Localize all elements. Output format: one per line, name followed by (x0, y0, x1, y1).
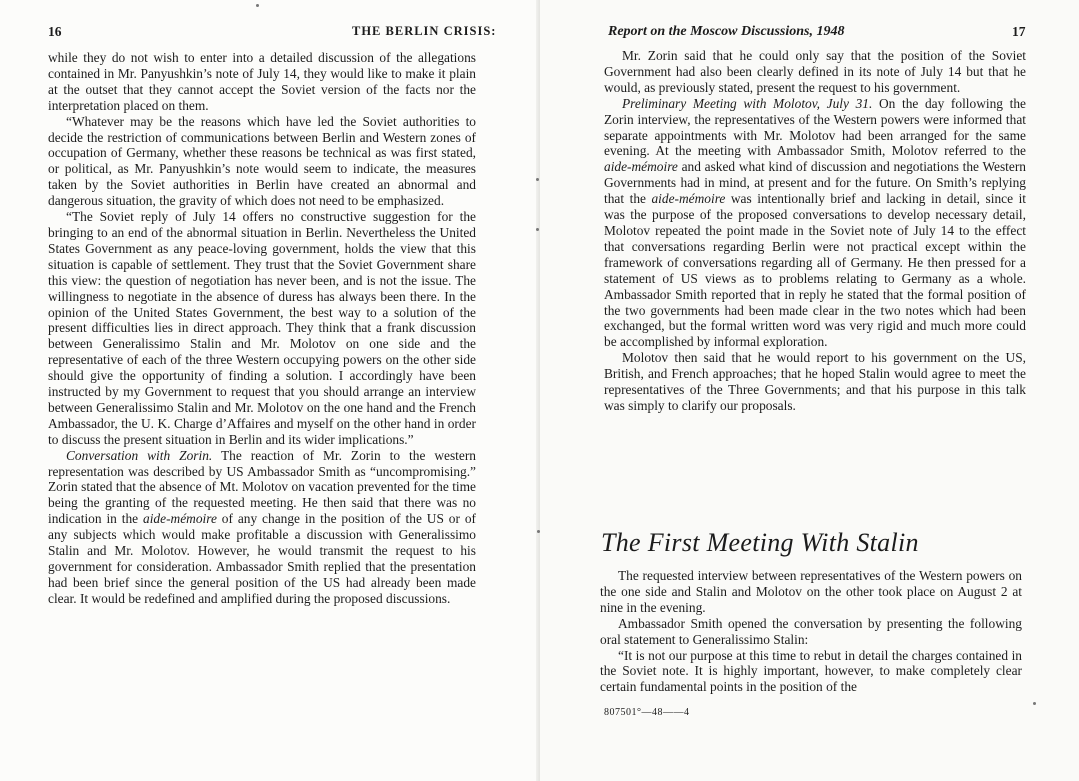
paragraph-conversation-with-zorin (48, 448, 476, 607)
paragraph: “Whatever may be the reasons which have led the Soviet authorities to decide the restriction of communications between Berlin and Western zones of occupation of Germany, whether these reasons be technical as was first stated, or political, as Mr. Panyushkin’s note would seem to indicate, the measures taken by the Soviet authorities in Berlin have created an abnormal and dangerous situation, the gravity of which does not need to be emphasized. (48, 113, 476, 209)
paragraph: “The Soviet reply of July 14 offers no constructive suggestion for the bringing to an end of the abnormal situation in Berlin. Nevertheless the United States Government as any peace-loving government, holds the view that this situation is capable of settlement. They trust that the Soviet Government share this view: the question of negotiation has never been, and is not the issue. The willingness to negotiate in the absence of duress has always been there. In the opinion of the United States Government, the best way to a solution of the present difficulties lies in direct approach. They think that a frank discussion between Generalissimo Stalin and Mr. Molotov on one side and the representative of each of the three Western occupying powers on the other side should give the opportunity of finding a solution. I accordingly have been instructed by my Government to request that you should arrange an interview between Generalissimo Stalin and Mr. Molotov on the one hand and the French Ambassador, the U. K. Charge d’Affaires and myself on the other hand in order to discuss the present situation in Berlin and its wider implications.” (48, 209, 476, 447)
italic-term: aide-mémoire (143, 511, 217, 527)
print-speck (536, 228, 539, 231)
running-head-left: THE BERLIN CRISIS: (352, 24, 497, 38)
paragraph: Molotov then said that he would report to his government on the US, British, and French approaches; that he hoped Stalin would agree to meet the representatives of the Three Governments; and that his purpose in this talk was simply to clarify our proposals. (604, 350, 1026, 413)
italic-term: aide-mémoire (604, 159, 678, 175)
print-speck (256, 4, 259, 7)
paragraph: Ambassador Smith opened the conversation by presenting the following oral statement to Generalissimo Stalin: (600, 615, 1022, 647)
print-speck (1033, 702, 1036, 705)
paragraph: The requested interview between representatives of the Western powers on the one side and Stalin and Molotov on the other took place on August 2 at nine in the evening. (600, 568, 1022, 615)
run-in-heading: Preliminary Meeting with Molotov, July 31. (622, 95, 873, 111)
paragraph: while they do not wish to enter into a detailed discussion of the allegations contained in Mr. Panyushkin’s note of July 14, they would like to make it plain at the outset that they cannot accept the Soviet version of the facts nor the interpretation placed on them. (48, 50, 476, 113)
paragraph: Mr. Zorin said that he could only say that the position of the Soviet Government had also been clearly defined in its note of July 14 but that he would, as previously stated, present the request to his government. (604, 48, 1026, 95)
paragraph-text: On the day following the Zorin interview, the representatives of the Western powers were informed that separate appointments with Mr. Molotov had been arranged for the same evening. At the meeting with Ambassador Smith, Molotov referred to the (604, 95, 1026, 159)
paragraph-text: of any change in the position of the US or of any subjects which would make profitable a discussion with Generalissimo Stalin and Mr. Molotov. However, he would transmit the request to his government for consideration. Ambassador Smith replied that the presentation had been brief since the general position of the US had already been made clear. It would be redefined and amplified during the proposed discussions. (48, 511, 476, 606)
run-in-heading: Conversation with Zorin. (66, 447, 213, 463)
paragraph-text: and asked what kind of discussion and negotiations the Western Governments had in mind, at present and for the future. On Smith’s replying that the (604, 159, 1026, 207)
left-text-column (48, 50, 476, 607)
page-number-right: 17 (1012, 24, 1026, 39)
paragraph-text: was intentionally brief and lacking in detail, since it was the purpose of the proposed conversations to develop necessary detail, Molotov repeated the point made in the Soviet note of July 14 to the effect that conversations regarding Berlin were not practical except within the framework of conversations regarding all of Germany. He then pressed for a statement of US views as to problems relating to Germany as a whole. Ambassador Smith reported that in reply he stated that the formal position of the two governments had been made clear in the two notes which had been exchanged, but the formal written word was very rigid and much more could be accomplished by informal exploration. (604, 191, 1027, 350)
page-number-left: 16 (48, 24, 62, 39)
paragraph: “It is not our purpose at this time to rebut in detail the charges contained in the Soviet note. It is highly important, however, to make completely clear certain fundamental points in the position of the (600, 647, 1022, 695)
section-title: The First Meeting With Stalin (601, 527, 919, 557)
print-speck (537, 530, 540, 533)
printer-signature-mark: 807501°—48——4 (604, 707, 690, 718)
paragraph-preliminary-meeting (604, 96, 1026, 351)
running-head-right: Report on the Moscow Discussions, 1948 (608, 24, 845, 39)
print-speck (536, 178, 539, 181)
right-text-column-top (604, 48, 1026, 414)
paragraph-text: The reaction of Mr. Zorin to the western representation was described by US Ambassador Smith as “uncompromising.” Zorin stated that the absence of Mt. Molotov on vacation prevented for the time being the granting of the requested meeting. He then said that there was no indication in the (48, 447, 476, 527)
italic-term: aide-mémoire (651, 191, 726, 207)
right-text-column-bottom (600, 568, 1022, 695)
